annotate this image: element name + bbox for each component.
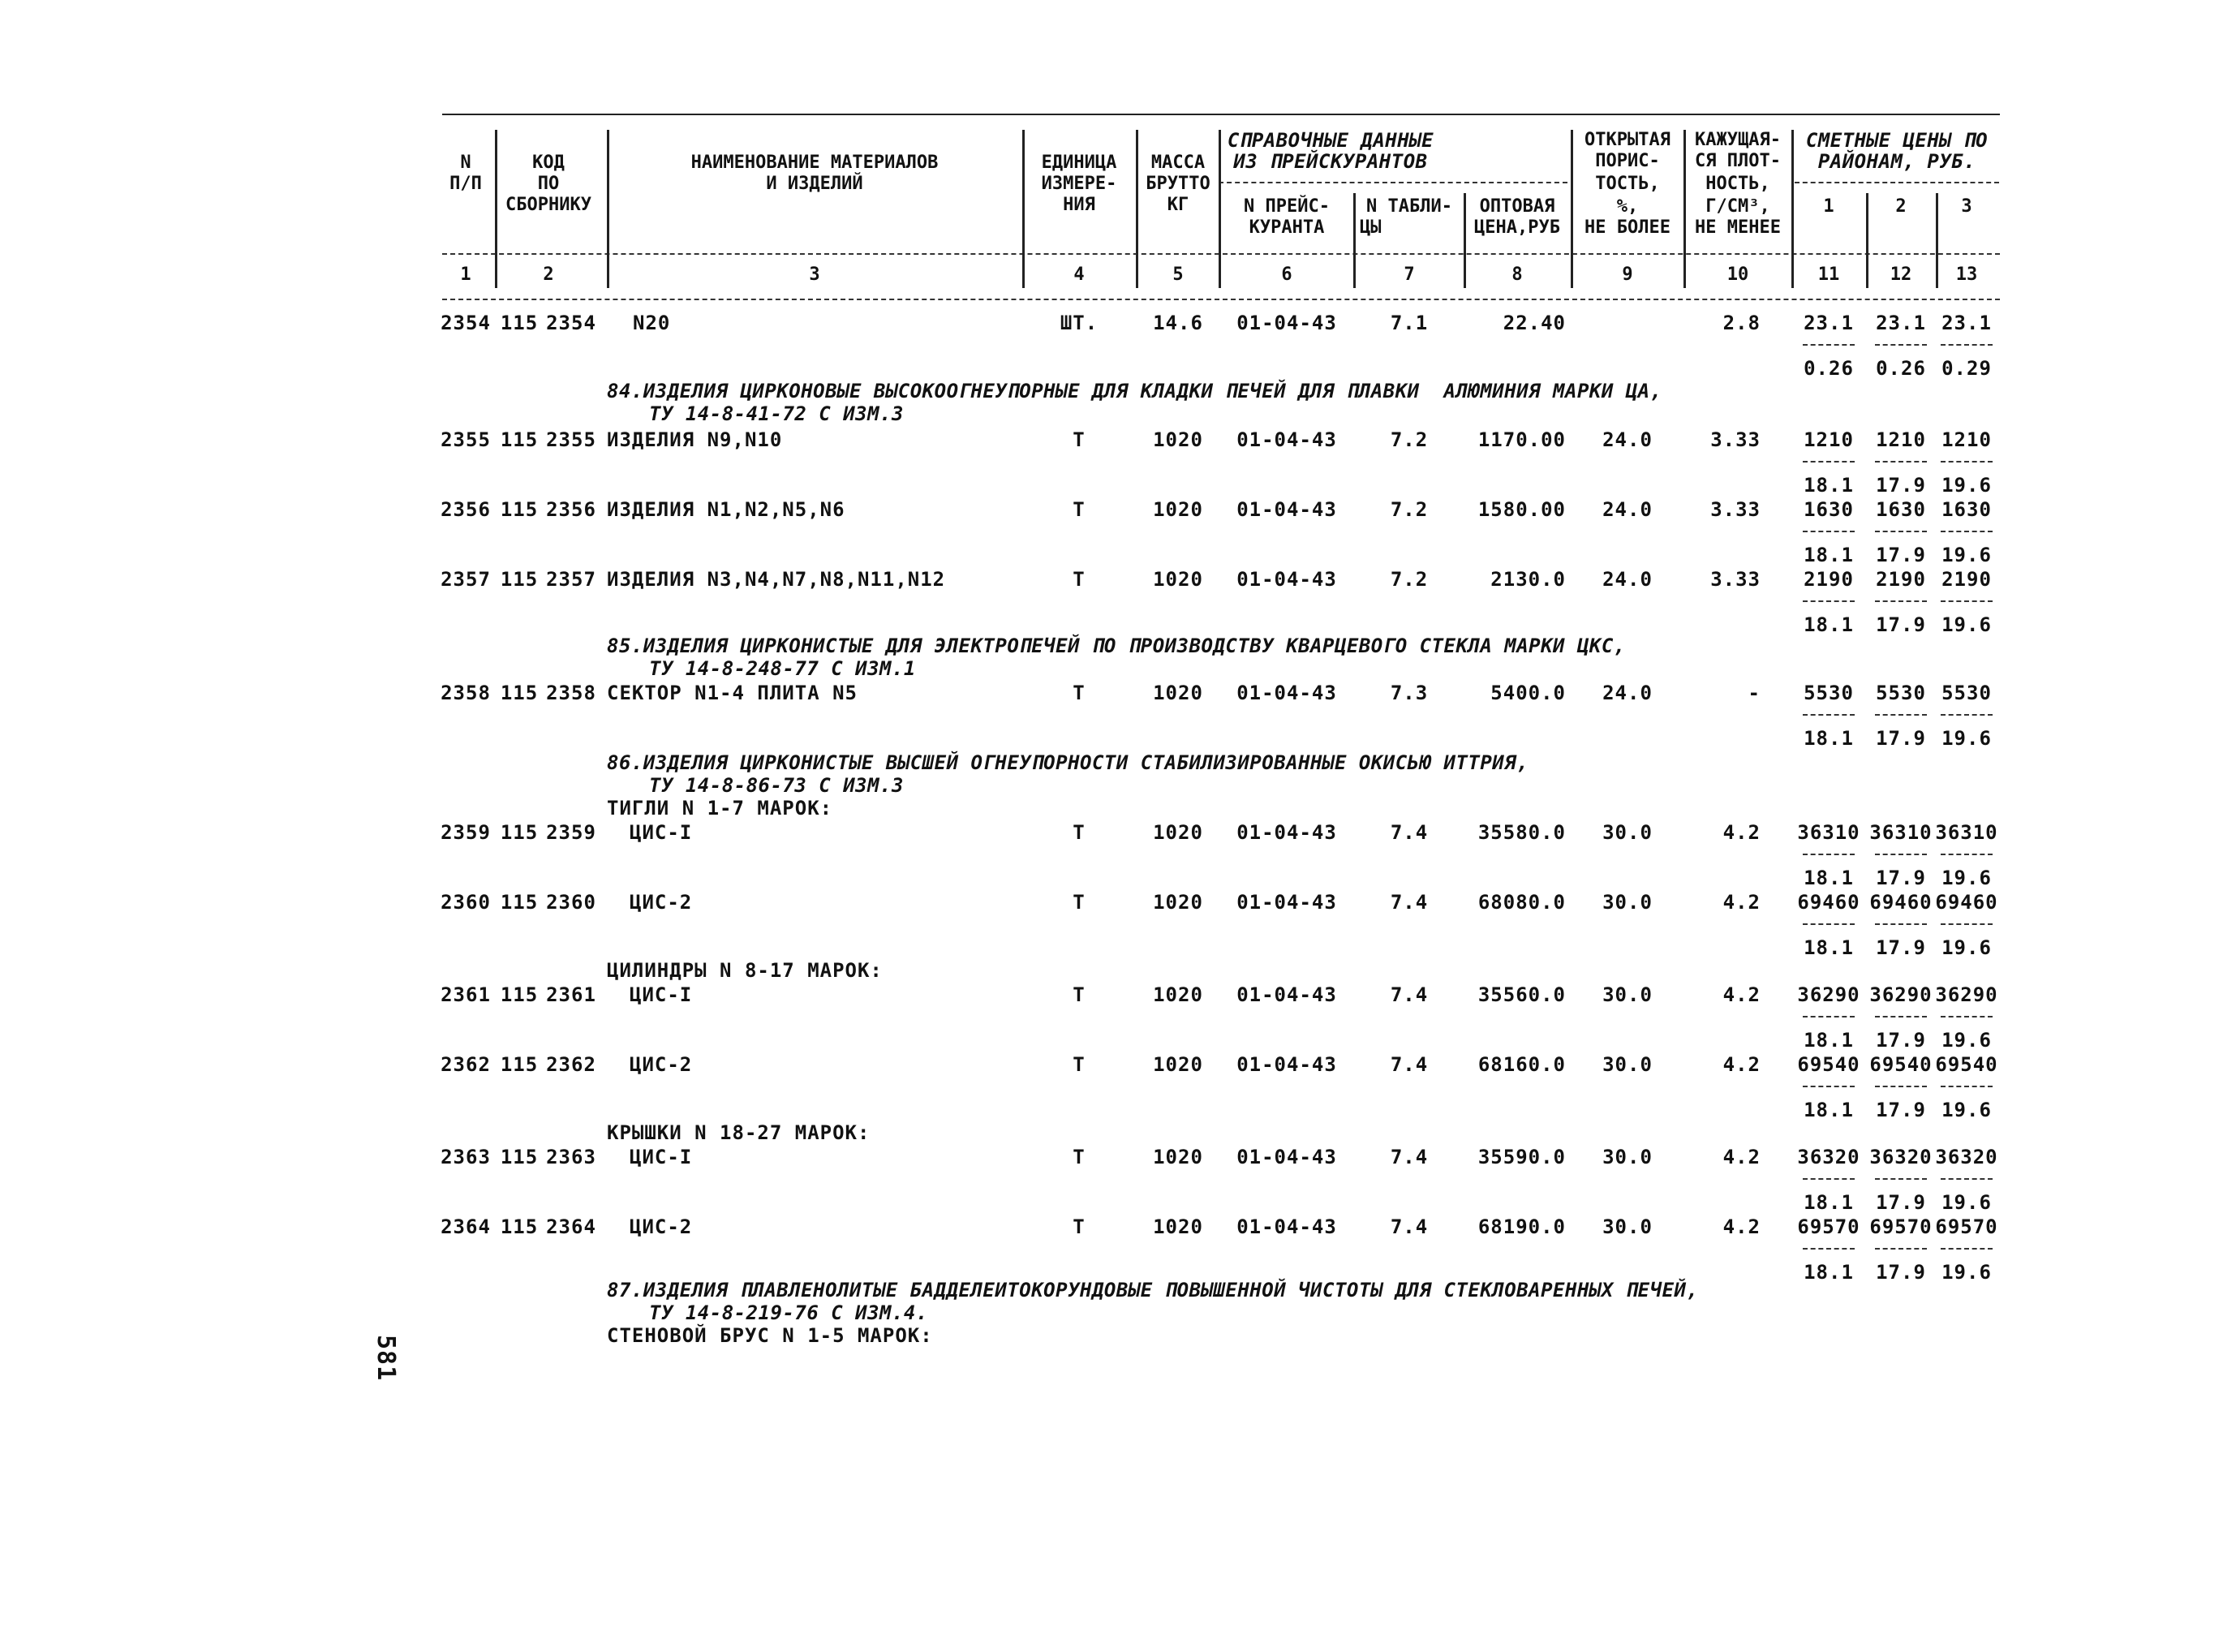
row-item-name: ЦИС-I	[630, 983, 693, 1006]
row-region-coefficient: 17.9	[1876, 867, 1926, 889]
row-code-part: 115	[500, 428, 539, 451]
row-porosity: 30.0	[1602, 983, 1653, 1006]
row-porosity: 30.0	[1602, 1215, 1653, 1238]
row-region-coefficient: 17.9	[1876, 544, 1926, 566]
row-number: 2356	[441, 498, 491, 521]
row-fraction-rule	[1803, 461, 1855, 462]
row-unit: Т	[1073, 682, 1086, 704]
row-price-list: 01-04-43	[1236, 983, 1337, 1006]
row-item-name: ЦИС-2	[630, 1215, 693, 1238]
row-code-part: 2363	[546, 1146, 596, 1168]
row-mass: 1020	[1153, 568, 1203, 591]
row-region-coefficient: 17.9	[1876, 1099, 1926, 1121]
row-table-number: 7.4	[1390, 1053, 1429, 1076]
header-porosity-1: ОТКРЫТАЯ	[1584, 130, 1670, 150]
row-density: -	[1748, 682, 1761, 704]
row-density: 3.33	[1710, 428, 1761, 451]
row-item-name: СЕКТОР N1-4 ПЛИТА N5	[607, 682, 858, 704]
row-fraction-rule	[1803, 1086, 1855, 1087]
row-region-coefficient: 18.1	[1804, 936, 1854, 959]
row-price-list: 01-04-43	[1236, 891, 1337, 914]
row-density: 4.2	[1722, 983, 1761, 1006]
row-region-price: 69570	[1797, 1215, 1860, 1238]
section-84-spec: ТУ 14-8-41-72 С ИЗМ.3	[649, 402, 904, 425]
row-region-price: 36310	[1797, 821, 1860, 844]
row-fraction-rule	[1803, 531, 1855, 532]
row-fraction-rule	[1941, 531, 1993, 532]
row-region-price: 36320	[1797, 1146, 1860, 1168]
row-number: 2354	[441, 312, 491, 334]
row-number: 2364	[441, 1215, 491, 1238]
row-fraction-rule	[1803, 1016, 1855, 1017]
row-code-part: 115	[500, 1146, 539, 1168]
row-mass: 14.6	[1153, 312, 1203, 334]
header-mid-rule	[442, 253, 2000, 255]
row-region-price: 69540	[1869, 1053, 1933, 1076]
row-region-price: 36310	[1869, 821, 1933, 844]
row-number: 2357	[441, 568, 491, 591]
row-price-list: 01-04-43	[1236, 1053, 1337, 1076]
row-code-part: 2364	[546, 1215, 596, 1238]
header-density-3: НОСТЬ,	[1705, 174, 1770, 194]
section-86-title: 86.ИЗДЕЛИЯ ЦИРКОНИСТЫЕ ВЫСШЕЙ ОГНЕУПОРНОСТИ СТАБИЛИЗИРОВАННЫЕ ОКИСЬЮ ИТТРИЯ,	[607, 751, 1529, 774]
column-number-11: 11	[1817, 265, 1840, 285]
row-wholesale-price: 35560.0	[1477, 983, 1566, 1006]
row-fraction-rule	[1875, 344, 1927, 346]
row-region-coefficient: 19.6	[1941, 727, 1992, 750]
row-region-price: 69460	[1935, 891, 1998, 914]
row-code-part: 2356	[546, 498, 596, 521]
row-code-part: 2359	[546, 821, 596, 844]
header-table-1: N ТАБЛИ-	[1366, 196, 1452, 217]
row-code-part: 2360	[546, 891, 596, 914]
row-region-price: 2190	[1941, 568, 1992, 591]
subhead-wall-bar: СТЕНОВОЙ БРУС N 1-5 МАРОК:	[607, 1324, 933, 1347]
section-85-spec: ТУ 14-8-248-77 С ИЗМ.1	[649, 657, 916, 680]
row-region-price: 36290	[1869, 983, 1933, 1006]
col-sep-11	[1866, 193, 1868, 288]
row-fraction-rule	[1875, 1086, 1927, 1087]
row-region-coefficient: 19.6	[1941, 544, 1992, 566]
row-unit: ШТ.	[1060, 312, 1099, 334]
header-top-rule	[442, 114, 2000, 115]
row-fraction-rule	[1875, 1178, 1927, 1180]
row-price-list: 01-04-43	[1236, 498, 1337, 521]
row-region-coefficient: 0.29	[1941, 357, 1992, 380]
row-region-coefficient: 18.1	[1804, 1099, 1854, 1121]
row-region-price: 1210	[1804, 428, 1854, 451]
row-region-price: 23.1	[1876, 312, 1926, 334]
row-porosity: 24.0	[1602, 682, 1653, 704]
header-np-1: N	[460, 153, 471, 173]
col-sep-9	[1683, 130, 1686, 288]
header-region-group-1: СМЕТНЫЕ ЦЕНЫ ПО	[1805, 129, 1989, 152]
header-unit-2: ИЗМЕРЕ-	[1041, 174, 1117, 194]
row-region-price: 36310	[1935, 821, 1998, 844]
row-table-number: 7.4	[1390, 983, 1429, 1006]
row-region-price: 1210	[1876, 428, 1926, 451]
row-price-list: 01-04-43	[1236, 312, 1337, 334]
subhead-cylinders: ЦИЛИНДРЫ N 8-17 МАРОК:	[607, 959, 883, 982]
row-table-number: 7.2	[1390, 498, 1429, 521]
column-number-8: 8	[1511, 265, 1523, 285]
row-fraction-rule	[1875, 714, 1927, 716]
row-region-coefficient: 17.9	[1876, 1261, 1926, 1284]
section-85-title: 85.ИЗДЕЛИЯ ЦИРКОНИСТЫЕ ДЛЯ ЭЛЕКТРОПЕЧЕЙ ПО ПРОИЗВОДСТВУ КВАРЦЕВОГО СТЕКЛА МАРКИ ЦКС,	[607, 635, 1626, 657]
row-wholesale-price: 68160.0	[1477, 1053, 1566, 1076]
header-region-2: 2	[1895, 196, 1907, 217]
col-sep-5	[1219, 130, 1221, 288]
row-price-list: 01-04-43	[1236, 1146, 1337, 1168]
header-mass-2: БРУТТО	[1146, 174, 1210, 194]
row-fraction-rule	[1941, 600, 1993, 602]
header-price-list-2: КУРАНТА	[1249, 217, 1325, 238]
row-unit: Т	[1073, 568, 1086, 591]
header-region-group-2: РАЙОНАМ, РУБ.	[1817, 150, 1976, 173]
row-price-list: 01-04-43	[1236, 568, 1337, 591]
row-fraction-rule	[1941, 854, 1993, 855]
row-item-name: ИЗДЕЛИЯ N9,N10	[607, 428, 783, 451]
row-wholesale-price: 2130.0	[1490, 568, 1566, 591]
row-wholesale-price: 68190.0	[1477, 1215, 1566, 1238]
row-region-price: 36320	[1869, 1146, 1933, 1168]
row-number: 2362	[441, 1053, 491, 1076]
header-ref-group-2: ИЗ ПРЕЙСКУРАНТОВ	[1233, 150, 1428, 173]
row-mass: 1020	[1153, 682, 1203, 704]
row-density: 4.2	[1722, 1053, 1761, 1076]
row-region-price: 69570	[1935, 1215, 1998, 1238]
section-84-title: 84.ИЗДЕЛИЯ ЦИРКОНОВЫЕ ВЫСОКООГНЕУПОРНЫЕ ДЛЯ КЛАДКИ ПЕЧЕЙ ДЛЯ ПЛАВКИ АЛЮМИНИЯ МАРКИ ЦА,	[607, 380, 1662, 402]
column-number-10: 10	[1726, 265, 1749, 285]
row-table-number: 7.4	[1390, 1215, 1429, 1238]
row-region-coefficient: 17.9	[1876, 936, 1926, 959]
section-87-spec: ТУ 14-8-219-76 С ИЗМ.4.	[649, 1301, 928, 1324]
row-number: 2360	[441, 891, 491, 914]
row-table-number: 7.4	[1390, 821, 1429, 844]
row-porosity: 30.0	[1602, 821, 1653, 844]
row-density: 4.2	[1722, 891, 1761, 914]
col-sep-4	[1136, 130, 1138, 288]
row-code-part: 115	[500, 891, 539, 914]
row-code-part: 115	[500, 568, 539, 591]
row-wholesale-price: 68080.0	[1477, 891, 1566, 914]
row-mass: 1020	[1153, 428, 1203, 451]
row-region-coefficient: 18.1	[1804, 544, 1854, 566]
row-item-name: N20	[633, 312, 671, 334]
column-number-13: 13	[1955, 265, 1978, 285]
header-wholesale-1: ОПТОВАЯ	[1479, 196, 1555, 217]
row-number: 2355	[441, 428, 491, 451]
row-region-coefficient: 0.26	[1876, 357, 1926, 380]
ref-group-rule	[1219, 182, 1567, 183]
header-density-5: НЕ МЕНЕЕ	[1695, 217, 1781, 238]
column-number-5: 5	[1172, 265, 1184, 285]
row-density: 3.33	[1710, 568, 1761, 591]
row-mass: 1020	[1153, 891, 1203, 914]
row-region-coefficient: 19.6	[1941, 1191, 1992, 1214]
row-wholesale-price: 35580.0	[1477, 821, 1566, 844]
header-price-list-1: N ПРЕЙС-	[1244, 196, 1330, 217]
row-code-part: 115	[500, 821, 539, 844]
column-number-1: 1	[460, 265, 471, 285]
row-price-list: 01-04-43	[1236, 1215, 1337, 1238]
row-code-part: 115	[500, 682, 539, 704]
row-unit: Т	[1073, 428, 1086, 451]
row-unit: Т	[1073, 1215, 1086, 1238]
row-region-coefficient: 18.1	[1804, 474, 1854, 497]
row-unit: Т	[1073, 1053, 1086, 1076]
row-unit: Т	[1073, 821, 1086, 844]
row-fraction-rule	[1803, 854, 1855, 855]
row-number: 2359	[441, 821, 491, 844]
row-fraction-rule	[1941, 714, 1993, 716]
row-fraction-rule	[1941, 1086, 1993, 1087]
row-region-price: 69460	[1869, 891, 1933, 914]
section-86-spec: ТУ 14-8-86-73 С ИЗМ.3	[649, 774, 904, 797]
row-table-number: 7.2	[1390, 568, 1429, 591]
row-fraction-rule	[1941, 1178, 1993, 1180]
row-fraction-rule	[1803, 1248, 1855, 1250]
header-code-3: СБОРНИКУ	[505, 195, 591, 215]
row-wholesale-price: 35590.0	[1477, 1146, 1566, 1168]
row-region-coefficient: 17.9	[1876, 613, 1926, 636]
row-item-name: ИЗДЕЛИЯ N1,N2,N5,N6	[607, 498, 845, 521]
row-region-coefficient: 18.1	[1804, 727, 1854, 750]
row-region-price: 2190	[1804, 568, 1854, 591]
row-region-price: 69460	[1797, 891, 1860, 914]
row-fraction-rule	[1941, 1248, 1993, 1250]
row-fraction-rule	[1803, 714, 1855, 716]
row-price-list: 01-04-43	[1236, 428, 1337, 451]
row-item-name: ЦИС-I	[630, 1146, 693, 1168]
header-table-2: ЦЫ	[1360, 217, 1382, 238]
row-wholesale-price: 5400.0	[1490, 682, 1566, 704]
row-code-part: 115	[500, 1053, 539, 1076]
row-region-coefficient: 19.6	[1941, 1099, 1992, 1121]
row-region-coefficient: 18.1	[1804, 1191, 1854, 1214]
header-porosity-5: НЕ БОЛЕЕ	[1584, 217, 1670, 238]
row-price-list: 01-04-43	[1236, 682, 1337, 704]
header-wholesale-2: ЦЕНА,РУБ	[1474, 217, 1560, 238]
header-name-2: И ИЗДЕЛИЙ	[766, 174, 863, 194]
row-region-coefficient: 17.9	[1876, 1029, 1926, 1052]
row-region-price: 2190	[1876, 568, 1926, 591]
row-item-name: ИЗДЕЛИЯ N3,N4,N7,N8,N11,N12	[607, 568, 946, 591]
row-code-part: 115	[500, 983, 539, 1006]
row-item-name: ЦИС-2	[630, 1053, 693, 1076]
col-sep-8	[1571, 130, 1573, 288]
row-porosity: 24.0	[1602, 498, 1653, 521]
col-sep-6	[1353, 193, 1356, 288]
column-number-6: 6	[1281, 265, 1292, 285]
row-wholesale-price: 22.40	[1503, 312, 1566, 334]
row-fraction-rule	[1875, 600, 1927, 602]
header-density-2: СЯ ПЛОТ-	[1695, 151, 1781, 171]
col-sep-12	[1936, 193, 1938, 288]
row-region-coefficient: 18.1	[1804, 867, 1854, 889]
row-fraction-rule	[1875, 1248, 1927, 1250]
row-fraction-rule	[1803, 344, 1855, 346]
row-region-coefficient: 19.6	[1941, 613, 1992, 636]
row-unit: Т	[1073, 498, 1086, 521]
row-wholesale-price: 1170.00	[1477, 428, 1566, 451]
row-price-list: 01-04-43	[1236, 821, 1337, 844]
col-sep-10	[1791, 130, 1794, 288]
column-number-2: 2	[543, 265, 554, 285]
header-mass-3: КГ	[1167, 195, 1189, 215]
header-np-2: П/П	[449, 174, 482, 194]
row-code-part: 2361	[546, 983, 596, 1006]
column-number-9: 9	[1622, 265, 1633, 285]
row-region-coefficient: 19.6	[1941, 867, 1992, 889]
row-region-coefficient: 18.1	[1804, 1029, 1854, 1052]
row-region-coefficient: 19.6	[1941, 474, 1992, 497]
row-density: 4.2	[1722, 821, 1761, 844]
row-code-part: 2357	[546, 568, 596, 591]
header-porosity-2: ПОРИС-	[1595, 151, 1660, 171]
row-region-coefficient: 17.9	[1876, 474, 1926, 497]
header-code-1: КОД	[532, 153, 565, 173]
row-region-price: 36290	[1935, 983, 1998, 1006]
row-region-price: 5530	[1876, 682, 1926, 704]
row-wholesale-price: 1580.00	[1477, 498, 1566, 521]
row-fraction-rule	[1875, 854, 1927, 855]
row-fraction-rule	[1941, 344, 1993, 346]
row-region-price: 23.1	[1941, 312, 1992, 334]
row-table-number: 7.2	[1390, 428, 1429, 451]
row-porosity: 24.0	[1602, 568, 1653, 591]
row-code-part: 115	[500, 1215, 539, 1238]
row-mass: 1020	[1153, 1146, 1203, 1168]
section-87-title: 87.ИЗДЕЛИЯ ПЛАВЛЕНОЛИТЫЕ БАДДЕЛЕИТОКОРУНДОВЫЕ ПОВЫШЕННОЙ ЧИСТОТЫ ДЛЯ СТЕКЛОВАРЕННЫХ ПЕЧЕЙ,	[607, 1279, 1699, 1301]
row-density: 2.8	[1722, 312, 1761, 334]
row-table-number: 7.1	[1390, 312, 1429, 334]
row-density: 4.2	[1722, 1146, 1761, 1168]
header-density-4: Г/СМ³,	[1705, 196, 1770, 217]
row-unit: Т	[1073, 983, 1086, 1006]
header-unit-3: НИЯ	[1063, 195, 1095, 215]
row-region-coefficient: 17.9	[1876, 727, 1926, 750]
row-unit: Т	[1073, 1146, 1086, 1168]
column-number-3: 3	[809, 265, 820, 285]
row-fraction-rule	[1941, 1016, 1993, 1017]
row-fraction-rule	[1875, 531, 1927, 532]
row-region-price: 1630	[1941, 498, 1992, 521]
row-mass: 1020	[1153, 498, 1203, 521]
header-porosity-3: ТОСТЬ,	[1595, 174, 1660, 194]
page-number: 581	[372, 1335, 400, 1382]
row-region-price: 1630	[1876, 498, 1926, 521]
row-porosity: 30.0	[1602, 1146, 1653, 1168]
row-table-number: 7.4	[1390, 891, 1429, 914]
row-mass: 1020	[1153, 983, 1203, 1006]
row-region-price: 69570	[1869, 1215, 1933, 1238]
column-number-4: 4	[1073, 265, 1085, 285]
header-region-3: 3	[1961, 196, 1972, 217]
row-item-name: ЦИС-I	[630, 821, 693, 844]
row-fraction-rule	[1875, 923, 1927, 925]
row-region-coefficient: 0.26	[1804, 357, 1854, 380]
row-code-part: 2355	[546, 428, 596, 451]
row-region-price: 1630	[1804, 498, 1854, 521]
row-mass: 1020	[1153, 1053, 1203, 1076]
row-number: 2358	[441, 682, 491, 704]
row-unit: Т	[1073, 891, 1086, 914]
row-region-coefficient: 17.9	[1876, 1191, 1926, 1214]
row-region-price: 23.1	[1804, 312, 1854, 334]
row-porosity: 24.0	[1602, 428, 1653, 451]
row-region-price: 69540	[1935, 1053, 1998, 1076]
row-region-coefficient: 19.6	[1941, 936, 1992, 959]
row-porosity: 30.0	[1602, 891, 1653, 914]
row-code-part: 2362	[546, 1053, 596, 1076]
column-number-12: 12	[1890, 265, 1912, 285]
col-sep-2	[607, 130, 609, 288]
header-name-1: НАИМЕНОВАНИЕ МАТЕРИАЛОВ	[690, 153, 939, 173]
row-region-price: 36320	[1935, 1146, 1998, 1168]
row-fraction-rule	[1803, 923, 1855, 925]
column-number-7: 7	[1404, 265, 1415, 285]
row-code-part: 115	[500, 312, 539, 334]
row-density: 4.2	[1722, 1215, 1761, 1238]
row-region-coefficient: 19.6	[1941, 1029, 1992, 1052]
row-table-number: 7.3	[1390, 682, 1429, 704]
row-fraction-rule	[1941, 461, 1993, 462]
header-bottom-rule	[442, 299, 2000, 300]
header-porosity-4: %,	[1616, 196, 1639, 217]
row-region-coefficient: 18.1	[1804, 1261, 1854, 1284]
header-ref-group-1: СПРАВОЧНЫЕ ДАННЫЕ	[1227, 129, 1434, 152]
header-unit-1: ЕДИНИЦА	[1041, 153, 1117, 173]
header-density-1: КАЖУЩАЯ-	[1695, 130, 1781, 150]
row-porosity: 30.0	[1602, 1053, 1653, 1076]
row-fraction-rule	[1941, 923, 1993, 925]
row-fraction-rule	[1875, 1016, 1927, 1017]
subhead-crucibles: ТИГЛИ N 1-7 МАРОК:	[607, 797, 833, 820]
row-region-price: 1210	[1941, 428, 1992, 451]
row-region-price: 36290	[1797, 983, 1860, 1006]
row-number: 2363	[441, 1146, 491, 1168]
row-region-coefficient: 18.1	[1804, 613, 1854, 636]
row-region-coefficient: 19.6	[1941, 1261, 1992, 1284]
row-table-number: 7.4	[1390, 1146, 1429, 1168]
col-sep-7	[1464, 193, 1466, 288]
row-code-part: 115	[500, 498, 539, 521]
region-group-rule	[1795, 182, 1999, 183]
row-number: 2361	[441, 983, 491, 1006]
row-mass: 1020	[1153, 821, 1203, 844]
row-region-price: 5530	[1804, 682, 1854, 704]
subhead-lids: КРЫШКИ N 18-27 МАРОК:	[607, 1121, 871, 1144]
row-region-price: 5530	[1941, 682, 1992, 704]
row-fraction-rule	[1803, 1178, 1855, 1180]
col-sep-3	[1022, 130, 1025, 288]
row-region-price: 69540	[1797, 1053, 1860, 1076]
header-region-1: 1	[1823, 196, 1834, 217]
row-density: 3.33	[1710, 498, 1761, 521]
col-sep-1	[495, 130, 497, 288]
row-mass: 1020	[1153, 1215, 1203, 1238]
row-code-part: 2358	[546, 682, 596, 704]
row-fraction-rule	[1875, 461, 1927, 462]
row-code-part: 2354	[546, 312, 596, 334]
header-code-2: ПО	[537, 174, 560, 194]
row-item-name: ЦИС-2	[630, 891, 693, 914]
row-fraction-rule	[1803, 600, 1855, 602]
header-mass-1: МАССА	[1150, 153, 1206, 173]
